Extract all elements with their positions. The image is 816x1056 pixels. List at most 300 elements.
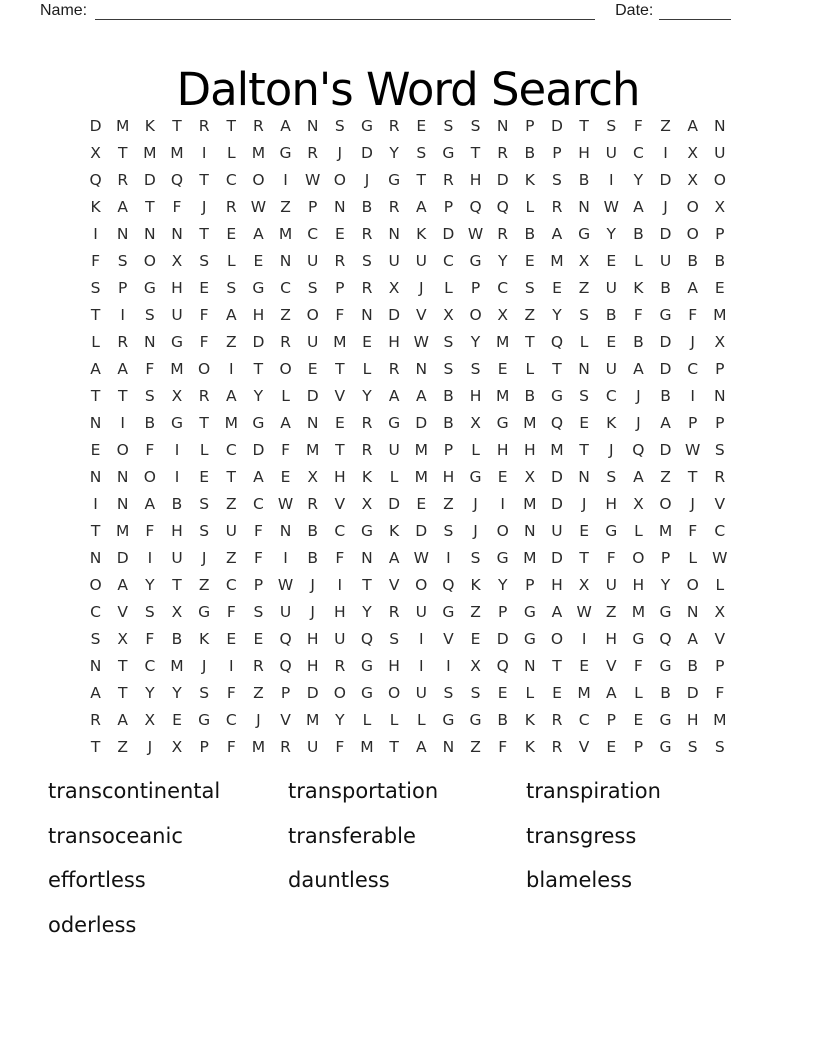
grid-letter: A xyxy=(117,359,129,378)
grid-letter: D xyxy=(306,386,319,405)
grid-letter: R xyxy=(334,656,346,675)
grid-letter: T xyxy=(579,548,589,567)
grid-letter: E xyxy=(633,710,644,729)
grid-letter: M xyxy=(523,494,537,513)
grid-letter: Q xyxy=(442,575,455,594)
grid-letter: J xyxy=(147,737,153,756)
grid-letter: L xyxy=(362,359,372,378)
grid-letter: J xyxy=(473,494,478,513)
grid-letter: Y xyxy=(470,332,481,351)
grid-letter: P xyxy=(443,197,454,216)
grid-letter: E xyxy=(552,278,562,297)
grid-letter: A xyxy=(90,359,101,378)
grid-letter: X xyxy=(524,467,536,486)
grid-letter: Z xyxy=(225,494,237,513)
grid-letter: U xyxy=(415,683,427,702)
grid-letter: E xyxy=(362,332,372,351)
grid-letter: N xyxy=(89,656,102,675)
grid-letter: G xyxy=(659,737,672,756)
grid-letter: F xyxy=(145,521,155,540)
grid-letter: V xyxy=(334,494,346,513)
grid-letter: B xyxy=(171,494,183,513)
grid-letter: P xyxy=(280,683,291,702)
grid-letter: E xyxy=(307,359,318,378)
grid-letter: H xyxy=(469,170,482,189)
grid-letter: R xyxy=(225,197,237,216)
grid-letter: O xyxy=(415,575,428,594)
name-blank-line xyxy=(95,2,595,20)
grid-letter: P xyxy=(335,278,345,297)
grid-letter: G xyxy=(360,521,373,540)
grid-letter: R xyxy=(90,710,101,729)
grid-letter: T xyxy=(525,332,535,351)
grid-letter: Y xyxy=(145,575,155,594)
grid-letter: I xyxy=(93,494,98,513)
grid-letter: D xyxy=(415,413,428,432)
grid-letter: O xyxy=(198,359,211,378)
grid-letter: T xyxy=(199,224,209,243)
grid-letter: J xyxy=(418,278,424,297)
grid-letter: M xyxy=(631,602,646,621)
grid-letter: A xyxy=(415,197,427,216)
grid-letter: W xyxy=(576,602,592,621)
grid-letter: M xyxy=(306,710,320,729)
grid-letter: P xyxy=(525,116,535,135)
grid-letter: T xyxy=(199,413,209,432)
grid-letter: E xyxy=(497,467,508,486)
grid-letter: H xyxy=(306,656,319,675)
grid-letter: T xyxy=(335,440,345,459)
grid-letter: M xyxy=(523,413,537,432)
grid-letter: T xyxy=(416,170,426,189)
grid-letter: N xyxy=(361,305,373,324)
grid-letter: P xyxy=(715,359,725,378)
grid-letter: S xyxy=(714,440,725,459)
grid-letter: Z xyxy=(117,737,129,756)
grid-letter: O xyxy=(686,575,699,594)
grid-letter: P xyxy=(715,656,725,675)
grid-letter: D xyxy=(496,170,509,189)
grid-letter: E xyxy=(497,683,508,702)
grid-letter: U xyxy=(605,278,617,297)
grid-row xyxy=(82,247,733,274)
grid-letter: A xyxy=(117,197,129,216)
grid-letter: P xyxy=(253,575,264,594)
header-row xyxy=(40,2,776,20)
grid-letter: H xyxy=(578,143,590,162)
grid-row xyxy=(82,652,733,679)
grid-row xyxy=(82,220,733,247)
grid-letter: L xyxy=(281,386,290,405)
grid-letter: L xyxy=(525,359,535,378)
grid-letter: Z xyxy=(660,116,671,135)
grid-letter: G xyxy=(605,521,618,540)
grid-letter: V xyxy=(714,629,726,648)
grid-letter: I xyxy=(174,467,180,486)
grid-letter: V xyxy=(578,737,590,756)
grid-letter: G xyxy=(632,629,645,648)
grid-letter: G xyxy=(252,413,265,432)
grid-letter: I xyxy=(147,548,153,567)
grid-letter: Q xyxy=(632,440,645,459)
grid-letter: D xyxy=(686,683,699,702)
grid-letter: M xyxy=(360,737,374,756)
grid-letter: S xyxy=(307,278,318,297)
grid-row xyxy=(82,139,733,166)
grid-letter: M xyxy=(550,440,564,459)
grid-letter: U xyxy=(171,548,183,567)
grid-letter: H xyxy=(252,305,265,324)
grid-letter: W xyxy=(277,494,294,513)
grid-letter: H xyxy=(469,386,482,405)
grid-letter: R xyxy=(497,143,509,162)
grid-letter: B xyxy=(307,548,319,567)
grid-letter: R xyxy=(361,278,373,297)
grid-letter: Y xyxy=(253,386,264,405)
grid-letter: R xyxy=(334,251,346,270)
grid-letter: U xyxy=(334,629,346,648)
grid-letter: X xyxy=(687,143,698,162)
grid-letter: Z xyxy=(253,683,264,702)
grid-letter: B xyxy=(524,386,536,405)
grid-letter: R xyxy=(280,332,291,351)
grid-letter: T xyxy=(226,467,236,486)
grid-letter: O xyxy=(686,197,699,216)
grid-row xyxy=(82,598,733,625)
grid-letter: S xyxy=(606,116,617,135)
grid-letter: T xyxy=(90,737,101,756)
grid-letter: T xyxy=(117,683,128,702)
grid-letter: K xyxy=(524,170,535,189)
grid-letter: M xyxy=(414,467,428,486)
grid-letter: D xyxy=(415,521,428,540)
grid-letter: C xyxy=(334,521,346,540)
grid-letter: N xyxy=(279,251,292,270)
grid-letter: L xyxy=(389,467,399,486)
grid-letter: K xyxy=(470,575,481,594)
grid-row xyxy=(82,193,733,220)
grid-letter: J xyxy=(690,494,695,513)
grid-letter: G xyxy=(578,224,591,243)
grid-row xyxy=(82,517,733,544)
grid-letter: T xyxy=(117,386,128,405)
grid-letter: A xyxy=(687,278,698,297)
grid-letter: R xyxy=(361,224,373,243)
grid-letter: G xyxy=(469,710,482,729)
grid-letter: O xyxy=(469,305,482,324)
grid-letter: V xyxy=(117,602,129,621)
grid-letter: G xyxy=(469,251,482,270)
grid-letter: A xyxy=(253,467,264,486)
grid-letter: E xyxy=(714,278,725,297)
grid-letter: K xyxy=(90,197,101,216)
grid-letter: G xyxy=(442,710,455,729)
grid-letter: X xyxy=(714,332,726,351)
word-list-item: transpiration xyxy=(526,779,661,803)
grid-letter: H xyxy=(496,440,509,459)
grid-letter: U xyxy=(551,521,563,540)
grid-letter: Z xyxy=(578,278,590,297)
grid-letter: P xyxy=(498,602,508,621)
grid-letter: M xyxy=(577,683,591,702)
grid-row xyxy=(82,706,733,733)
grid-letter: H xyxy=(388,332,400,351)
grid-letter: P xyxy=(687,413,698,432)
grid-letter: P xyxy=(199,737,209,756)
grid-letter: S xyxy=(199,683,210,702)
word-list-item: effortless xyxy=(48,868,146,892)
grid-letter: G xyxy=(143,278,156,297)
grid-letter: X xyxy=(578,575,590,594)
grid-letter: F xyxy=(335,548,345,567)
grid-letter: E xyxy=(524,251,535,270)
grid-row xyxy=(82,544,733,571)
grid-letter: I xyxy=(120,413,125,432)
grid-letter: U xyxy=(388,440,400,459)
grid-letter: W xyxy=(685,440,701,459)
grid-letter: M xyxy=(170,656,184,675)
grid-letter: A xyxy=(633,197,644,216)
grid-letter: F xyxy=(226,737,236,756)
grid-letter: M xyxy=(713,305,727,324)
grid-letter: Z xyxy=(225,548,237,567)
grid-letter: C xyxy=(225,575,237,594)
grid-row xyxy=(82,436,733,463)
grid-letter: T xyxy=(470,143,481,162)
grid-letter: M xyxy=(306,440,320,459)
grid-letter: M xyxy=(170,359,184,378)
grid-letter: V xyxy=(388,575,400,594)
grid-letter: F xyxy=(606,548,616,567)
grid-letter: M xyxy=(278,224,293,243)
grid-letter: Z xyxy=(470,737,481,756)
grid-letter: G xyxy=(523,629,536,648)
grid-letter: R xyxy=(253,116,264,135)
grid-letter: O xyxy=(713,170,726,189)
grid-letter: E xyxy=(579,521,589,540)
grid-letter: N xyxy=(89,413,102,432)
grid-letter: S xyxy=(199,521,210,540)
grid-letter: N xyxy=(334,197,346,216)
grid-letter: M xyxy=(713,710,727,729)
word-list-item: transportation xyxy=(288,779,439,803)
grid-letter: S xyxy=(226,278,237,297)
grid-letter: K xyxy=(416,224,427,243)
grid-letter: T xyxy=(552,359,562,378)
grid-row xyxy=(82,166,733,193)
grid-letter: S xyxy=(144,386,155,405)
grid-letter: G xyxy=(198,710,211,729)
word-list-item: transgress xyxy=(526,823,637,848)
grid-letter: W xyxy=(603,197,619,216)
grid-letter: E xyxy=(606,737,617,756)
grid-letter: U xyxy=(307,737,319,756)
grid-letter: A xyxy=(388,386,400,405)
grid-letter: J xyxy=(201,548,207,567)
word-list-item: oderless xyxy=(48,912,137,937)
grid-letter: F xyxy=(199,305,209,324)
grid-letter: F xyxy=(633,656,643,675)
grid-letter: R xyxy=(551,737,563,756)
grid-letter: Y xyxy=(606,224,616,243)
grid-letter: F xyxy=(715,683,725,702)
grid-letter: A xyxy=(225,386,237,405)
grid-letter: X xyxy=(470,413,481,432)
grid-row xyxy=(82,490,733,517)
word-list-item: transoceanic xyxy=(48,823,183,848)
grid-letter: H xyxy=(388,656,400,675)
grid-letter: D xyxy=(550,116,563,135)
grid-letter: S xyxy=(90,629,101,648)
grid-letter: T xyxy=(172,575,182,594)
grid-letter: I xyxy=(446,656,451,675)
grid-letter: T xyxy=(90,521,101,540)
grid-letter: T xyxy=(90,305,101,324)
grid-letter: J xyxy=(201,197,207,216)
grid-letter: P xyxy=(715,413,725,432)
grid-letter: B xyxy=(660,683,671,702)
grid-letter: A xyxy=(117,575,129,594)
grid-letter: H xyxy=(334,467,346,486)
grid-letter: L xyxy=(525,683,535,702)
grid-row xyxy=(82,328,733,355)
grid-letter: H xyxy=(523,440,536,459)
grid-letter: U xyxy=(415,602,427,621)
grid-letter: O xyxy=(306,305,319,324)
grid-letter: Q xyxy=(550,413,564,432)
grid-letter: V xyxy=(605,656,617,675)
grid-letter: A xyxy=(144,494,156,513)
grid-letter: D xyxy=(496,629,509,648)
grid-letter: T xyxy=(199,170,209,189)
grid-letter: S xyxy=(362,251,372,270)
grid-letter: K xyxy=(361,467,373,486)
grid-row xyxy=(82,733,733,760)
grid-letter: I xyxy=(500,494,505,513)
grid-letter: I xyxy=(418,656,424,675)
grid-letter: N xyxy=(714,116,726,135)
grid-letter: L xyxy=(389,710,399,729)
grid-letter: R xyxy=(307,143,319,162)
grid-letter: N xyxy=(116,224,129,243)
grid-letter: Y xyxy=(362,386,372,405)
grid-letter: E xyxy=(334,224,345,243)
grid-letter: O xyxy=(632,548,645,567)
grid-letter: G xyxy=(659,710,672,729)
grid-letter: N xyxy=(144,332,156,351)
grid-letter: R xyxy=(280,737,291,756)
grid-letter: S xyxy=(144,305,155,324)
grid-letter: F xyxy=(335,305,345,324)
grid-letter: F xyxy=(688,305,698,324)
grid-letter: V xyxy=(334,386,346,405)
grid-letter: M xyxy=(251,737,266,756)
grid-letter: I xyxy=(581,629,587,648)
grid-letter: C xyxy=(225,710,237,729)
grid-letter: N xyxy=(415,359,428,378)
grid-letter: Y xyxy=(335,710,345,729)
grid-letter: O xyxy=(659,494,672,513)
grid-letter: D xyxy=(143,170,156,189)
grid-letter: B xyxy=(171,629,183,648)
grid-letter: T xyxy=(90,386,101,405)
grid-letter: W xyxy=(712,548,728,567)
grid-letter: S xyxy=(416,143,427,162)
grid-letter: A xyxy=(90,683,101,702)
grid-letter: R xyxy=(714,467,726,486)
grid-letter: E xyxy=(552,683,562,702)
grid-letter: I xyxy=(690,386,695,405)
grid-letter: L xyxy=(715,575,725,594)
grid-letter: S xyxy=(579,386,590,405)
grid-letter: D xyxy=(442,224,455,243)
grid-letter: F xyxy=(281,440,291,459)
grid-letter: G xyxy=(360,683,373,702)
grid-letter: D xyxy=(659,170,672,189)
grid-letter: X xyxy=(578,251,590,270)
grid-letter: E xyxy=(280,467,291,486)
grid-letter: X xyxy=(171,251,183,270)
grid-letter: I xyxy=(418,629,424,648)
grid-letter: A xyxy=(551,602,563,621)
grid-letter: I xyxy=(663,143,668,162)
grid-letter: A xyxy=(415,386,427,405)
grid-letter: Q xyxy=(659,629,672,648)
grid-letter: C xyxy=(687,359,699,378)
grid-letter: G xyxy=(496,413,509,432)
grid-letter: S xyxy=(389,629,400,648)
grid-letter: N xyxy=(524,656,536,675)
grid-letter: M xyxy=(116,116,130,135)
grid-letter: U xyxy=(171,305,183,324)
grid-letter: V xyxy=(443,629,454,648)
grid-letter: U xyxy=(714,143,726,162)
grid-letter: P xyxy=(443,440,454,459)
grid-letter: R xyxy=(117,332,129,351)
grid-letter: B xyxy=(633,332,644,351)
grid-letter: W xyxy=(277,575,294,594)
grid-letter: U xyxy=(605,359,617,378)
grid-letter: A xyxy=(117,710,129,729)
grid-letter: H xyxy=(442,467,455,486)
grid-row xyxy=(82,463,733,490)
grid-letter: A xyxy=(415,737,427,756)
grid-letter: S xyxy=(552,170,562,189)
grid-letter: E xyxy=(253,629,264,648)
grid-letter: M xyxy=(224,413,238,432)
grid-letter: U xyxy=(307,332,319,351)
grid-letter: D xyxy=(116,548,129,567)
grid-letter: X xyxy=(307,467,318,486)
grid-letter: J xyxy=(581,494,587,513)
grid-letter: I xyxy=(608,170,614,189)
grid-letter: U xyxy=(415,251,427,270)
grid-letter: X xyxy=(171,602,183,621)
grid-letter: Y xyxy=(552,305,562,324)
grid-letter: L xyxy=(91,332,100,351)
grid-letter: R xyxy=(117,170,129,189)
grid-letter: J xyxy=(201,656,207,675)
grid-letter: N xyxy=(116,494,129,513)
grid-letter: C xyxy=(578,710,590,729)
grid-letter: P xyxy=(633,737,644,756)
grid-letter: F xyxy=(226,602,236,621)
grid-letter: M xyxy=(170,143,184,162)
grid-letter: F xyxy=(498,737,508,756)
grid-letter: T xyxy=(389,737,399,756)
grid-letter: L xyxy=(688,548,697,567)
grid-letter: K xyxy=(633,278,644,297)
